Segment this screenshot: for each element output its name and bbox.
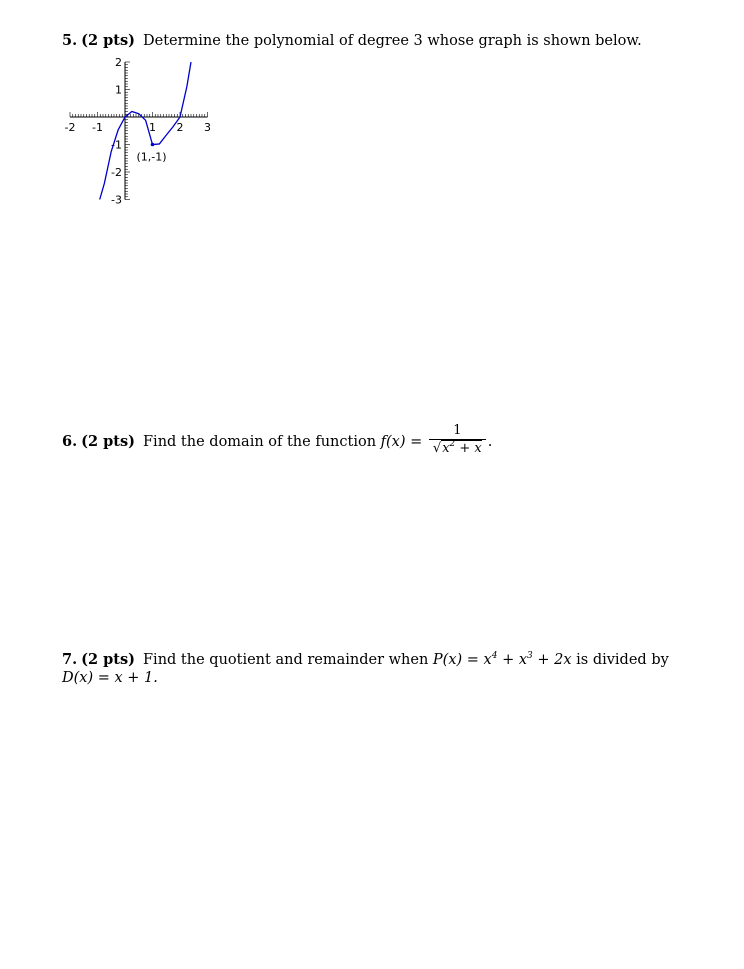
x-tick-label: 1 xyxy=(149,121,156,134)
problem-5 xyxy=(62,32,642,50)
P-lhs: P(x) = xyxy=(432,652,479,668)
radicand-exponent: 2 xyxy=(449,439,456,449)
point-label: (1,-1) xyxy=(136,150,167,164)
problem-points: (2 pts) xyxy=(81,651,135,668)
tick-labels xyxy=(65,56,211,207)
polynomial-P xyxy=(433,652,572,668)
numerator: 1 xyxy=(453,423,462,438)
radicand-base: x xyxy=(442,441,450,456)
P-term-1: x xyxy=(483,652,492,668)
y-tick-label: -1 xyxy=(111,138,122,152)
problem-line-2: D(x) = x + 1. xyxy=(62,670,158,686)
y-tick-label: -2 xyxy=(111,166,122,179)
problem-7 xyxy=(62,651,669,687)
P-term-2: + x xyxy=(502,652,527,668)
y-tick-label: 1 xyxy=(115,83,122,97)
problem-text-2: is divided by xyxy=(576,652,669,668)
problem-number: 5. xyxy=(62,32,78,49)
marked-point xyxy=(151,143,155,147)
cubic-graph xyxy=(58,55,228,210)
radicand-rest: + x xyxy=(459,441,482,456)
problem-points: (2 pts) xyxy=(81,433,135,450)
P-term-3: + 2x xyxy=(537,652,572,668)
y-tick-label: -3 xyxy=(111,193,122,207)
problem-text: Find the domain of the function xyxy=(143,434,377,450)
x-tick-label: -1 xyxy=(92,121,103,134)
x-tick-label: 3 xyxy=(204,121,211,134)
radicand xyxy=(441,440,482,456)
function-lhs: f(x) = xyxy=(380,434,423,450)
P-term-1-exp: 4 xyxy=(491,651,498,661)
P-term-2-exp: 3 xyxy=(527,651,533,661)
denominator: $√x^2 + x$ xyxy=(429,439,486,457)
y-tick-label: 2 xyxy=(115,56,122,69)
problem-text: Determine the polynomial of degree 3 whose graph is shown below. xyxy=(143,33,642,49)
problem-points: (2 pts) xyxy=(81,32,135,49)
sentence-end: . xyxy=(487,434,493,450)
fraction xyxy=(429,423,486,457)
problem-6 xyxy=(62,425,492,459)
x-tick-label: -2 xyxy=(64,121,76,134)
problem-number: 6. xyxy=(62,433,78,450)
problem-text: Find the quotient and remainder when xyxy=(143,652,429,668)
problem-line-1 xyxy=(62,651,669,669)
x-tick-label: 2 xyxy=(176,121,184,134)
problem-number: 7. xyxy=(62,651,78,668)
